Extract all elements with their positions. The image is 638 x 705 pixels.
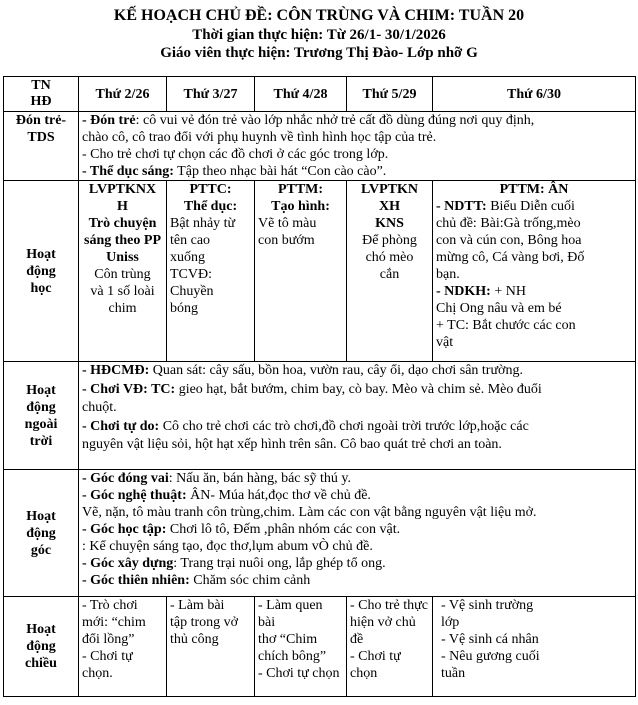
chieu-thursday: - Cho trẻ thực hiện vở chủ đề - Chơi tự chọn	[347, 597, 433, 697]
time-range: Thời gian thực hiện: Từ 26/1- 30/1/2026	[192, 27, 446, 43]
day-friday: Thứ 6/30	[433, 77, 636, 112]
weekly-plan-table	[3, 76, 636, 697]
hoc-thursday: LVPTKN XH KNS Để phòng chó mèo cắn	[347, 181, 433, 362]
chieu-friday: - Vệ sinh trường lớp - Vệ sinh cá nhân - Nêu gương cuối tuần	[433, 597, 636, 697]
row-ngoai-troi	[4, 362, 636, 470]
teacher-line: Giáo viên thực hiện: Trương Thị Đào- Lớp nhỡ G	[160, 45, 478, 61]
hoc-friday: PTTM: ÂN - NDTT: Biểu Diễn cuối chủ đề: Bài:Gà trống,mèo con và cún con, Bông hoa mừng cô, Cá vàng bơi, Đố bạn. - NDKH: + NH Chị Ong nâu và em bé + TC: Bắt chước các con vật	[433, 181, 636, 362]
row-head-ngoai-troi: Hoạt động ngoài trời	[4, 362, 79, 470]
row-don-tre	[4, 112, 636, 181]
row-head-don-tre: Đón trẻ- TDS	[4, 112, 79, 181]
day-wednesday: Thứ 4/28	[255, 77, 347, 112]
day-thursday: Thứ 5/29	[347, 77, 433, 112]
day-monday: Thứ 2/26	[79, 77, 167, 112]
row-hoat-dong-goc	[4, 470, 636, 597]
row-head-hoat-dong-hoc: Hoạt động học	[4, 181, 79, 362]
row-hoat-dong-chieu	[4, 597, 636, 697]
hoc-monday: LVPTKNX H Trò chuyện sáng theo PP Uniss Côn trùng và 1 số loài chim	[79, 181, 167, 362]
chieu-monday: - Trò chơi mới: “chim đổi lồng” - Chơi tự chọn.	[79, 597, 167, 697]
plan-title: KẾ HOẠCH CHỦ ĐỀ: CÔN TRÙNG VÀ CHIM: TUẦN 20	[113, 7, 525, 24]
chieu-tuesday: - Làm bài tập trong vở thủ công	[167, 597, 255, 697]
row-hoat-dong-hoc	[4, 181, 636, 362]
row-head-chieu: Hoạt động chiều	[4, 597, 79, 697]
day-tuesday: Thứ 3/27	[167, 77, 255, 112]
hoc-tuesday: PTTC: Thể dục: Bật nhảy từ tên cao xuống TCVĐ: Chuyền bóng	[167, 181, 255, 362]
don-tre-content: - Đón trẻ: cô vui vẻ đón trẻ vào lớp nhắc nhở trẻ cất đồ dùng đúng nơi quy định, chào cô, cô trao đổi với phụ huynh về tình hình học tập của trẻ. - Cho trẻ chơi tự chọn các đồ chơi ở các góc trong lớp. - Thể dục sáng: Tập theo nhạc bài hát “Con cào cào”.	[79, 112, 636, 181]
goc-content: - Góc đóng vai: Nấu ăn, bán hàng, bác sỹ thú y. - Góc nghệ thuật: ÂN- Múa hát,đọc thơ về chủ đề. Vẽ, nặn, tô màu tranh côn trùng,chim. Làm các con vật bằng nguyên vật liệu mở. - Góc học tập: Chơi lô tô, Đếm ,phân nhóm các con vật. : Kể chuyện sáng tạo, đọc thơ,lụm abum vÒ chủ đề. - Góc xây dựng: Trang trại nuôi ong, lắp ghép tổ ong. - Góc thiên nhiên: Chăm sóc chim cảnh	[79, 470, 636, 597]
hoc-wednesday: PTTM: Tạo hình: Vẽ tô màu con bướm	[255, 181, 347, 362]
chieu-wednesday: - Làm quen bài thơ “Chim chích bông” - Chơi tự chọn	[255, 597, 347, 697]
ngoai-troi-content: - HĐCMĐ: Quan sát: cây sấu, bồn hoa, vườn rau, cây ổi, dạo chơi sân trường. - Chơi VĐ: TC: gieo hạt, bắt bướm, chim bay, cò bay. Mèo và chim sẻ. Mèo đuổi chuột. - Chơi tự do: Cô cho trẻ chơi các trò chơi,đồ chơi ngoài trời trước lớp,hoặc các nguyên vật liệu sỏi, hột hạt xếp hình trên sân. Cô bao quát trẻ chơi an toàn.	[79, 362, 636, 470]
header-row	[4, 77, 636, 112]
row-head-goc: Hoạt động góc	[4, 470, 79, 597]
corner-cell: TN HĐ	[4, 77, 79, 112]
